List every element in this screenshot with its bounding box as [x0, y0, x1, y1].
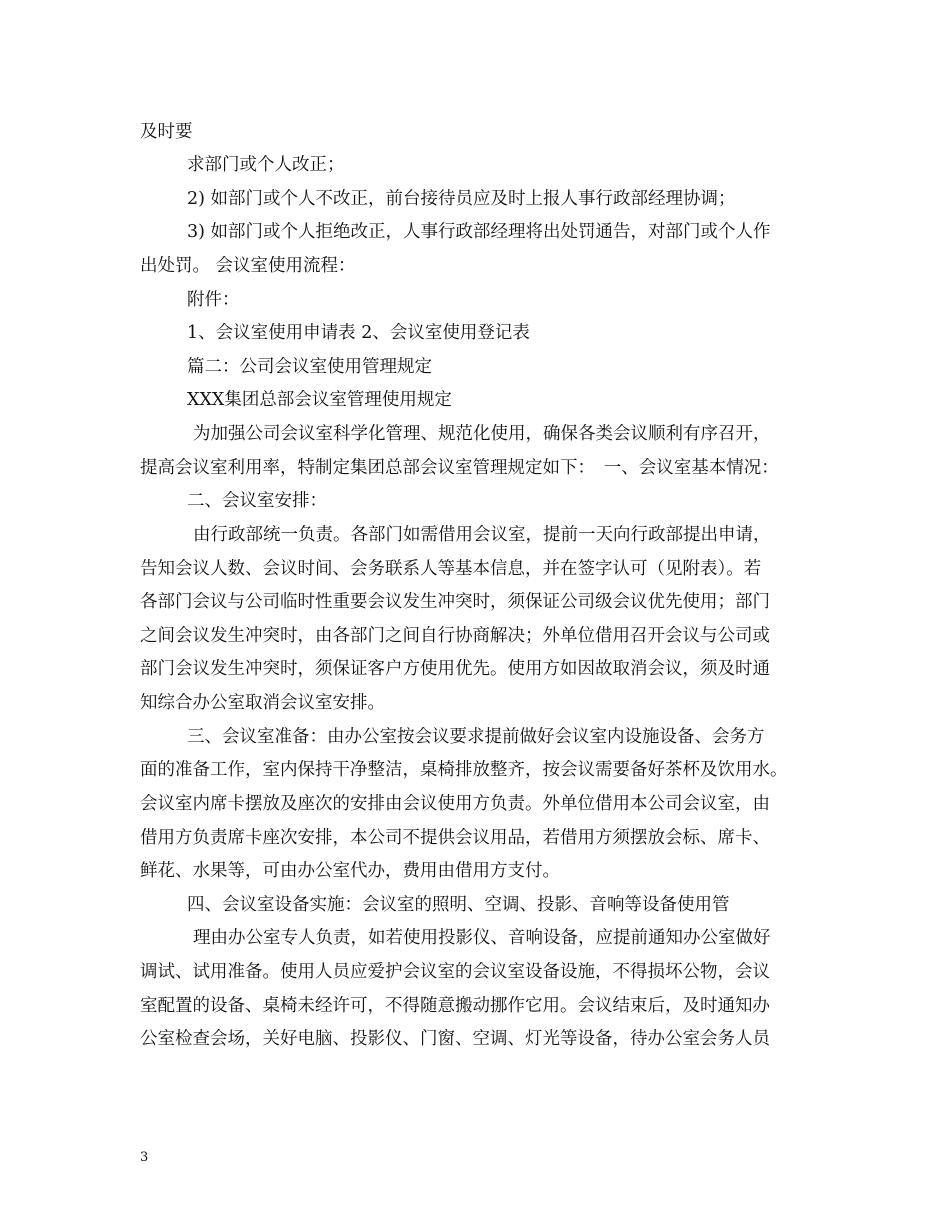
text-line-9: XXX集团总部会议室管理使用规定 — [187, 390, 452, 410]
text-line-15: 各部门会议与公司临时性重要会议发生冲突时，须保证公司级会议优先使用；部门 — [140, 592, 770, 612]
text-line-14: 告知会议人数、会议时间、会务联系人等基本信息，并在签字认可（见附表）。若 — [140, 559, 762, 579]
text-line-8: 篇二：公司会议室使用管理规定 — [187, 357, 432, 377]
text-line-19: 三、会议室准备：由办公室按会议要求提前做好会议室内设施设备、会务方 — [187, 727, 765, 747]
text-line-1: 及时要 — [140, 122, 193, 142]
text-line-5: 出处罚。 会议室使用流程： — [140, 256, 356, 276]
text-line-2: 求部门或个人改正； — [187, 155, 345, 175]
text-line-17: 部门会议发生冲突时，须保证客户方使用优先。使用方如因故取消会议，须及时通 — [140, 659, 770, 679]
text-line-24: 四、会议室设备实施：会议室的照明、空调、投影、音响等设备使用管 — [187, 895, 730, 915]
text-line-26: 调试、试用准备。使用人员应爱护会议室的会议室设备设施，不得损坏公物，会议 — [140, 962, 770, 982]
text-line-16: 之间会议发生冲突时，由各部门之间自行协商解决；外单位借用召开会议与公司或 — [140, 626, 770, 646]
text-line-13: 由行政部统一负责。各部门如需借用会议室，提前一天向行政部提出申请， — [193, 525, 771, 545]
text-line-18: 知综合办公室取消会议室安排。 — [140, 693, 385, 713]
page-number: 3 — [140, 1150, 149, 1165]
text-line-27: 室配置的设备、桌椅未经许可，不得随意搬动挪作它用。会议结束后，及时通知办 — [140, 996, 770, 1016]
text-line-11: 提高会议室利用率，特制定集团总部会议室管理规定如下： 一、会议室基本情况： — [140, 458, 779, 478]
text-line-3: 2) 如部门或个人不改正，前台接待员应及时上报人事行政部经理协调； — [187, 189, 736, 209]
text-line-10: 为加强公司会议室科学化管理、规范化使用，确保各类会议顺利有序召开， — [193, 424, 771, 444]
text-line-21: 会议室内席卡摆放及座次的安排由会议使用方负责。外单位借用本公司会议室，由 — [140, 794, 770, 814]
text-line-28: 公室检查会场，关好电脑、投影仪、门窗、空调、灯光等设备，待办公室会务人员 — [140, 1029, 770, 1049]
text-line-23: 鲜花、水果等，可由办公室代办，费用由借用方支付。 — [140, 861, 560, 881]
text-line-12: 二、会议室安排： — [187, 491, 327, 511]
text-line-25: 理由办公室专人负责，如若使用投影仪、音响设备，应提前通知办公室做好 — [193, 928, 771, 948]
text-line-22: 借用方负责席卡座次安排，本公司不提供会议用品，若借用方须摆放会标、席卡、 — [140, 828, 770, 848]
text-line-20: 面的准备工作，室内保持干净整洁，桌椅排放整齐，按会议需要备好茶杯及饮用水。 — [140, 760, 788, 780]
text-line-4: 3) 如部门或个人拒绝改正，人事行政部经理将出处罚通告，对部门或个人作 — [187, 222, 771, 242]
text-line-7: 1、会议室使用申请表 2、会议室使用登记表 — [187, 323, 530, 343]
text-line-6: 附件： — [187, 290, 240, 310]
